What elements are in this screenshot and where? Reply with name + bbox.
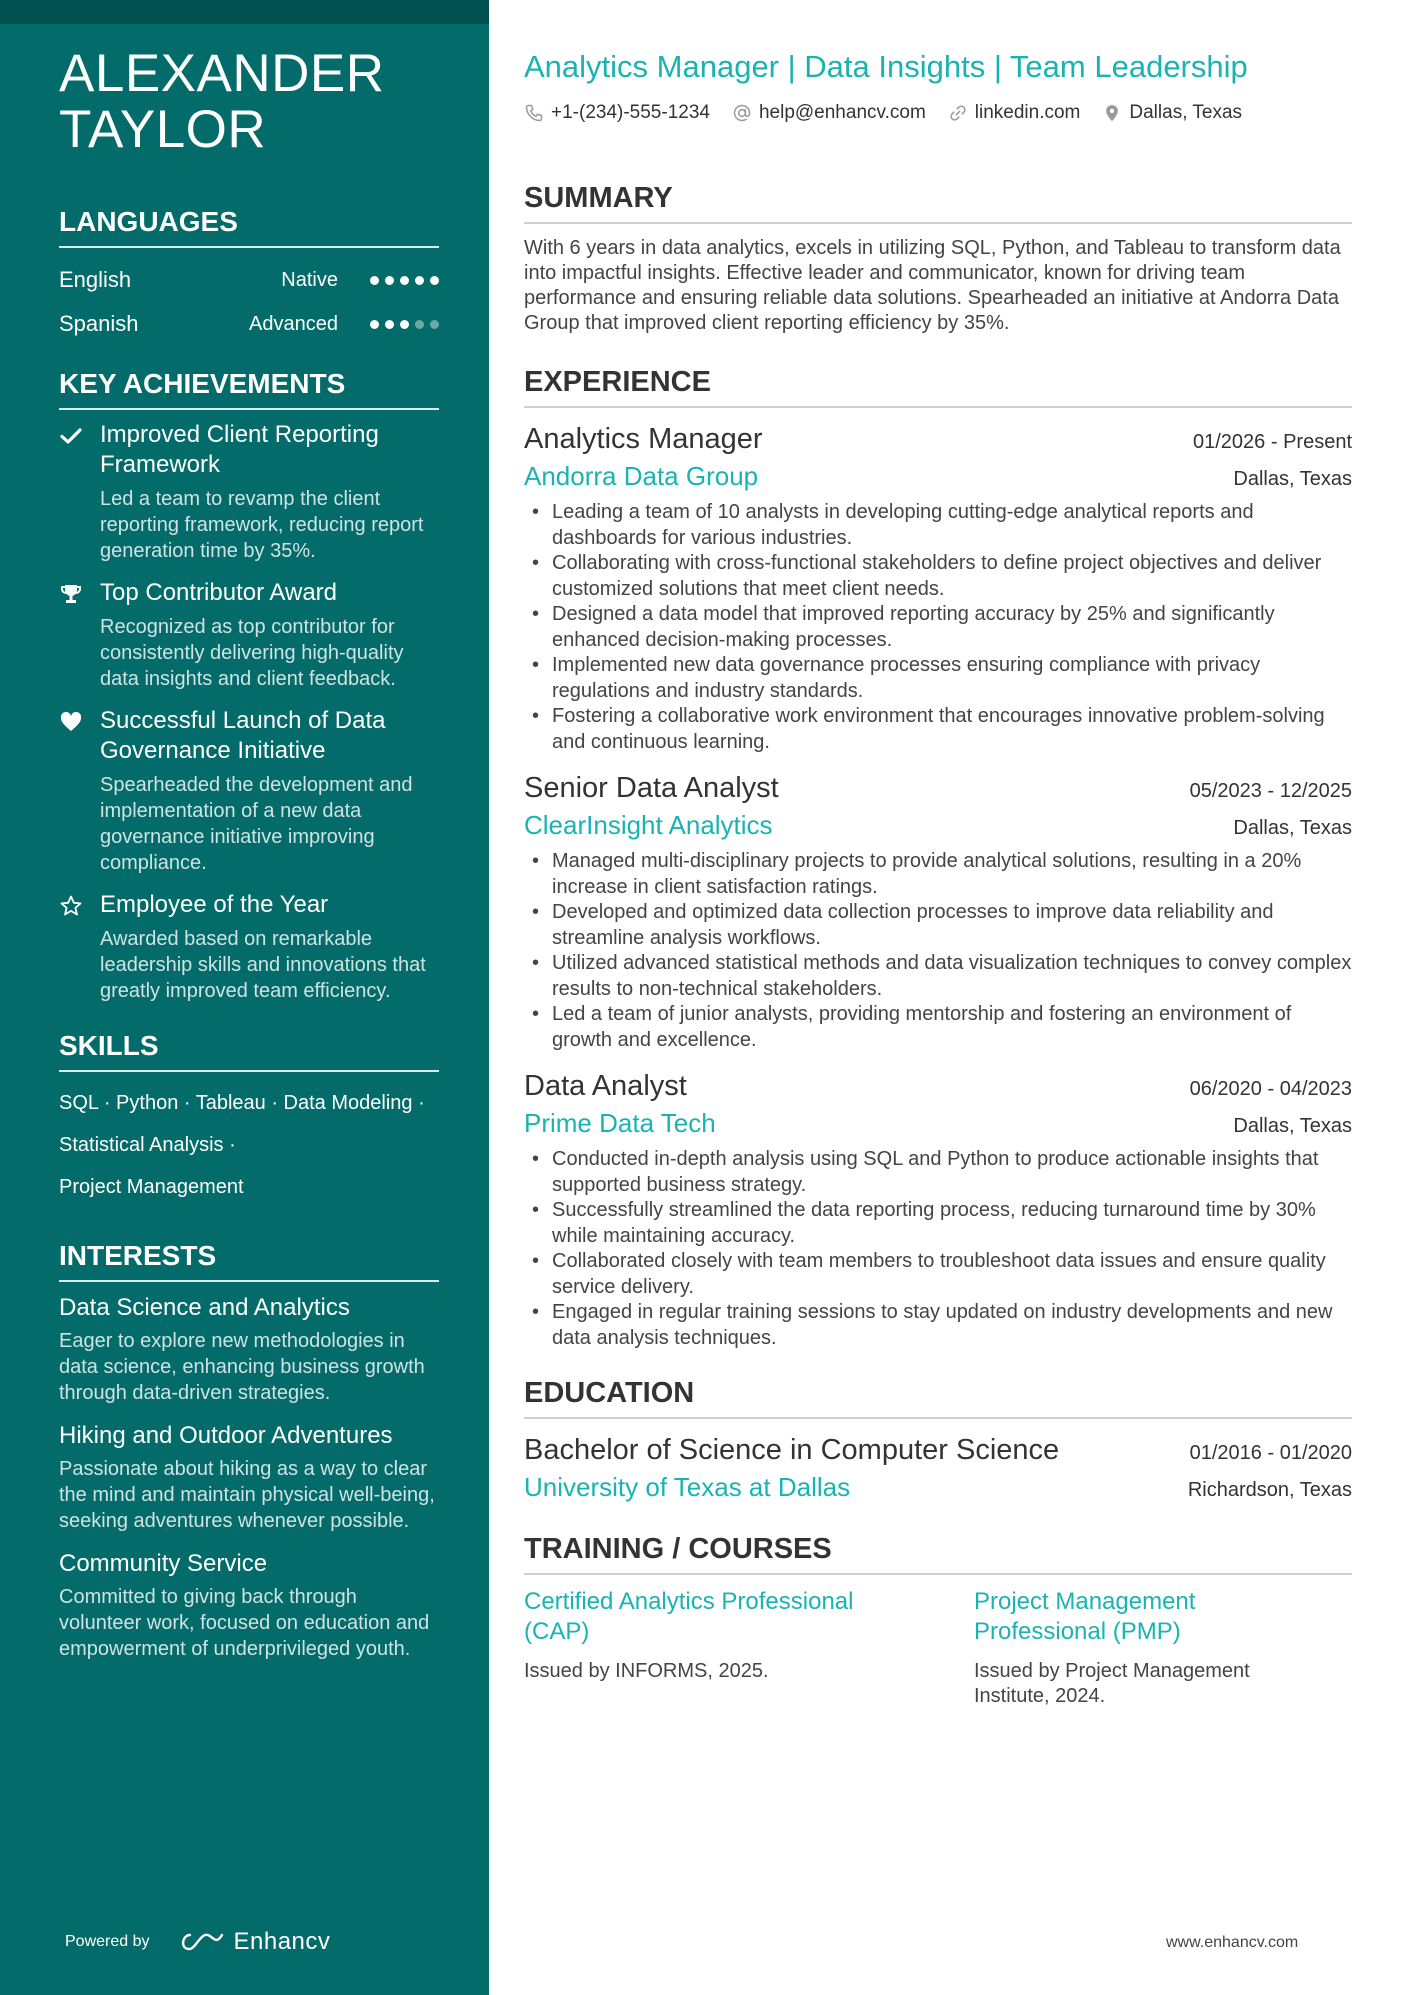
email-text: help@enhancv.com xyxy=(758,102,926,123)
rating-dot-filled xyxy=(385,320,394,329)
language-name: English xyxy=(59,267,132,292)
job-title: Senior Data Analyst xyxy=(524,772,779,804)
job-bullets xyxy=(524,849,1352,1053)
job-dates: 01/2026 - Present xyxy=(1193,431,1352,453)
job-bullets xyxy=(524,500,1352,755)
interests-heading: INTERESTS xyxy=(59,1238,439,1282)
headline: Analytics Manager | Data Insights | Team Leadership xyxy=(524,49,1248,84)
rating-dot-filled xyxy=(415,276,424,285)
education-heading: EDUCATION xyxy=(524,1375,1352,1419)
degree-title: Bachelor of Science in Computer Science xyxy=(524,1434,1060,1466)
achievement-item xyxy=(59,420,439,564)
job-title: Data Analyst xyxy=(524,1070,687,1102)
bullet-item: • Successfully streamlined the data reporting process, reducing turnaround time by 30% while maintaining accuracy. xyxy=(524,1198,1352,1249)
bullet-item: • Utilized advanced statistical methods and data visualization techniques to convey complex results to non-technical stakeholders. xyxy=(524,951,1352,1002)
interest-description: Passionate about hiking as a way to clear the mind and maintain physical well-being, seeking adventures whenever possible. xyxy=(59,1458,435,1532)
education-dates: 01/2016 - 01/2020 xyxy=(1189,1442,1352,1464)
rating-dot-filled xyxy=(400,276,409,285)
job-entry xyxy=(524,769,1352,1053)
link-icon xyxy=(948,103,968,123)
languages-section xyxy=(59,204,439,346)
at-icon xyxy=(732,103,752,123)
language-level: Native xyxy=(281,268,338,291)
interest-item xyxy=(59,1420,439,1534)
achievement-description: Awarded based on remarkable leadership skills and innovations that greatly improved team efficiency. xyxy=(100,928,426,1002)
achievement-description: Recognized as top contributor for consistently delivering high-quality data insights and client feedback. xyxy=(100,616,404,690)
phone-icon xyxy=(524,103,544,123)
education-section xyxy=(524,1375,1352,1505)
skills-heading: SKILLS xyxy=(59,1028,439,1072)
skills-section xyxy=(59,1028,439,1208)
job-title: Analytics Manager xyxy=(524,423,763,455)
name-first: ALEXANDER xyxy=(59,44,385,103)
phone-text: +1-(234)-555-1234 xyxy=(551,102,710,123)
achievement-description: Spearheaded the development and implementation of a new data governance initiative improving compliance. xyxy=(100,774,413,874)
contact-linkedin[interactable] xyxy=(948,102,1081,124)
bullet-item: • Managed multi-disciplinary projects to provide analytical solutions, resulting in a 20% increase in client satisfaction ratings. xyxy=(524,849,1352,900)
bullet-item: • Led a team of junior analysts, providing mentorship and fostering an environment of growth and excellence. xyxy=(524,1002,1352,1053)
course-item xyxy=(974,1587,1304,1709)
course-description: Issued by Project Management Institute, 2024. xyxy=(974,1660,1250,1707)
company-name: Prime Data Tech xyxy=(524,1108,716,1138)
achievement-description: Led a team to revamp the client reporting framework, reducing report generation time by 35%. xyxy=(100,488,424,562)
job-entry xyxy=(524,1067,1352,1351)
language-row xyxy=(59,258,439,302)
achievement-title: Successful Launch of Data Governance Initiative xyxy=(100,707,386,764)
rating-dot-filled xyxy=(370,320,379,329)
company-name: ClearInsight Analytics xyxy=(524,810,773,840)
main-content xyxy=(524,46,1352,1709)
interest-item xyxy=(59,1548,439,1662)
company-name: Andorra Data Group xyxy=(524,461,759,491)
website-link[interactable]: www.enhancv.com xyxy=(1166,1934,1299,1951)
language-rating xyxy=(370,320,439,329)
interest-description: Eager to explore new methodologies in data science, enhancing business growth through data-driven strategies. xyxy=(59,1330,425,1404)
bullet-item: • Developed and optimized data collection processes to improve data reliability and streamline analysis workflows. xyxy=(524,900,1352,951)
summary-section xyxy=(524,180,1352,336)
sidebar xyxy=(0,0,489,1995)
achievements-section xyxy=(59,366,439,1004)
rating-dot-filled xyxy=(385,276,394,285)
bullet-item: • Designed a data model that improved reporting accuracy by 25% and significantly enhanced decision-making processes. xyxy=(524,602,1352,653)
rating-dot-filled xyxy=(430,276,439,285)
achievement-title: Top Contributor Award xyxy=(100,579,338,606)
bullet-item: • Collaborating with cross-functional stakeholders to define project objectives and deliver customized solutions that meet client needs. xyxy=(524,551,1352,602)
interest-title: Community Service xyxy=(59,1550,268,1577)
job-location: Dallas, Texas xyxy=(1233,468,1352,490)
sidebar-top-bar xyxy=(0,0,489,24)
contact-location xyxy=(1102,102,1242,124)
achievement-title: Employee of the Year xyxy=(100,891,329,918)
job-location: Dallas, Texas xyxy=(1233,817,1352,839)
training-heading: TRAINING / COURSES xyxy=(524,1531,1352,1575)
interest-item xyxy=(59,1292,439,1406)
enhancv-logo-icon xyxy=(178,1931,224,1953)
contact-phone[interactable] xyxy=(524,102,710,124)
contact-bar xyxy=(524,98,1352,128)
language-level: Advanced xyxy=(249,312,338,335)
training-section xyxy=(524,1531,1352,1709)
job-dates: 06/2020 - 04/2023 xyxy=(1189,1078,1352,1100)
rating-dot-empty xyxy=(415,320,424,329)
course-title: Certified Analytics Professional (CAP) xyxy=(524,1588,854,1645)
achievements-heading: KEY ACHIEVEMENTS xyxy=(59,366,439,410)
achievement-title: Improved Client Reporting Framework xyxy=(100,421,379,478)
rating-dot-empty xyxy=(430,320,439,329)
achievement-item xyxy=(59,578,439,692)
location-text: Dallas, Texas xyxy=(1129,102,1243,123)
bullet-item: • Engaged in regular training sessions to stay updated on industry developments and new data analysis techniques. xyxy=(524,1300,1352,1351)
skills-line: Project Management xyxy=(59,1176,244,1198)
course-title: Project Management Professional (PMP) xyxy=(974,1588,1196,1645)
job-entry xyxy=(524,420,1352,755)
bullet-item: • Conducted in-depth analysis using SQL and Python to produce actionable insights that supported business strategy. xyxy=(524,1147,1352,1198)
checkmark-icon xyxy=(59,420,100,564)
interest-title: Hiking and Outdoor Adventures xyxy=(59,1422,393,1449)
heart-icon xyxy=(59,706,100,876)
summary-text: With 6 years in data analytics, excels in utilizing SQL, Python, and Tableau to transform data into impactful insights. Effective leader and communicator, known for driving team performance and ensuring reliable data solutions. Spearheaded an initiative at Andorra Data Group that improved client reporting efficiency by 35%. xyxy=(524,237,1341,334)
brand-name: Enhancv xyxy=(233,1928,331,1955)
course-description: Issued by INFORMS, 2025. xyxy=(524,1660,769,1682)
star-icon xyxy=(59,890,100,1004)
job-dates: 05/2023 - 12/2025 xyxy=(1189,780,1352,802)
trophy-icon xyxy=(59,578,100,692)
location-pin-icon xyxy=(1102,103,1122,123)
summary-heading: SUMMARY xyxy=(524,180,1352,224)
candidate-name xyxy=(59,46,439,158)
languages-heading: LANGUAGES xyxy=(59,204,439,248)
job-location: Dallas, Texas xyxy=(1233,1115,1352,1137)
skills-line: Statistical Analysis · xyxy=(59,1134,236,1156)
experience-section xyxy=(524,364,1352,1351)
language-name: Spanish xyxy=(59,311,139,336)
bullet-item: • Fostering a collaborative work environment that encourages innovative problem-solving and continuous learning. xyxy=(524,704,1352,755)
interests-section xyxy=(59,1238,439,1662)
contact-email[interactable] xyxy=(732,102,926,124)
achievement-item xyxy=(59,706,439,876)
bullet-item: • Leading a team of 10 analysts in developing cutting-edge analytical reports and dashboards for various industries. xyxy=(524,500,1352,551)
course-item xyxy=(524,1587,914,1709)
school-name: University of Texas at Dallas xyxy=(524,1472,851,1502)
school-location: Richardson, Texas xyxy=(1187,1479,1352,1501)
interest-title: Data Science and Analytics xyxy=(59,1294,350,1321)
powered-by-footer xyxy=(65,1928,330,1956)
enhancv-logo[interactable] xyxy=(178,1928,331,1956)
powered-by-label: Powered by xyxy=(65,1933,150,1950)
interest-description: Committed to giving back through volunteer work, focused on education and empowerment of underprivileged youth. xyxy=(59,1586,430,1660)
linkedin-text: linkedin.com xyxy=(974,102,1081,123)
language-rating xyxy=(370,276,439,285)
experience-heading: EXPERIENCE xyxy=(524,364,1352,408)
achievement-item xyxy=(59,890,439,1004)
name-last: TAYLOR xyxy=(59,100,267,159)
rating-dot-filled xyxy=(370,276,379,285)
rating-dot-filled xyxy=(400,320,409,329)
skills-line: SQL · Python · Tableau · Data Modeling · xyxy=(59,1092,425,1114)
job-bullets xyxy=(524,1147,1352,1351)
bullet-item: • Implemented new data governance processes ensuring compliance with privacy regulations and industry standards. xyxy=(524,653,1352,704)
bullet-item: • Collaborated closely with team members to troubleshoot data issues and ensure quality service delivery. xyxy=(524,1249,1352,1300)
language-row xyxy=(59,302,439,346)
